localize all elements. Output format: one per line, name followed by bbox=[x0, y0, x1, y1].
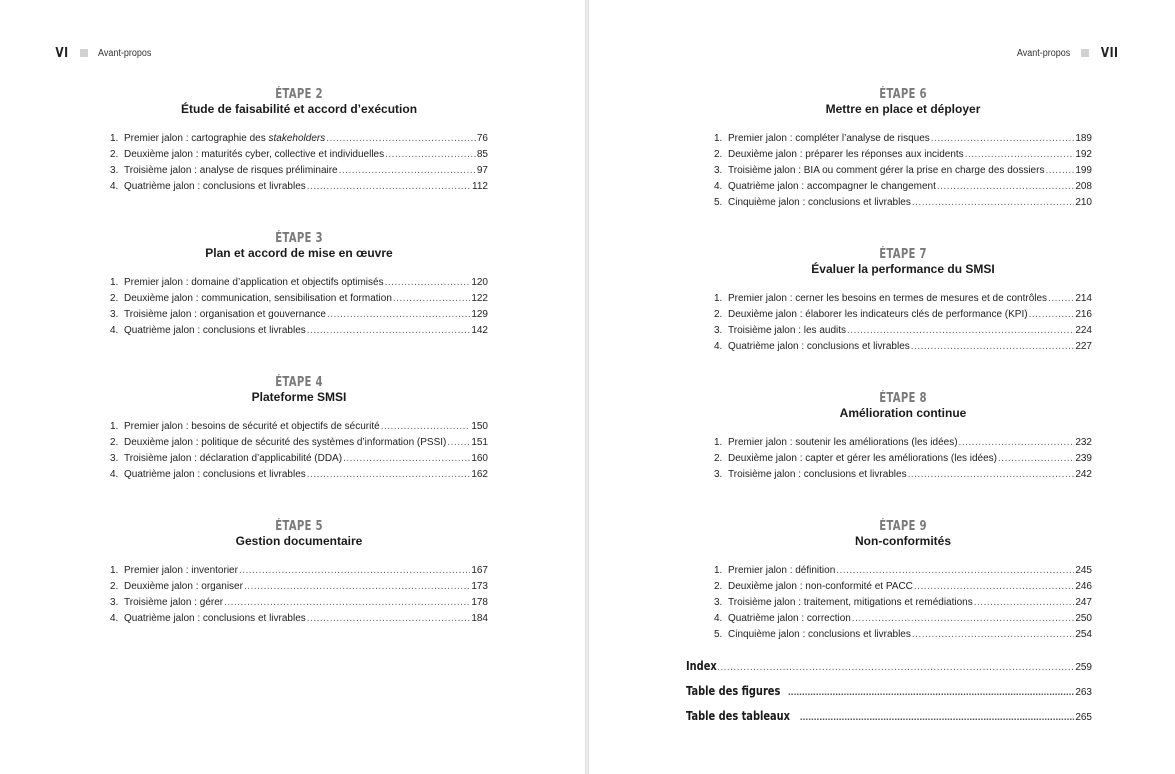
stage-title: Mettre en place et déployer bbox=[825, 102, 981, 116]
header-marker bbox=[1081, 49, 1089, 57]
entry-page: 173 bbox=[471, 581, 488, 592]
entry-page: 214 bbox=[1075, 293, 1092, 304]
entry-page: 129 bbox=[471, 309, 488, 320]
toc-entry[interactable] bbox=[110, 435, 488, 451]
toc-section-etape-6 bbox=[714, 87, 1092, 211]
entry-title: Deuxième jalon : capter et gérer les améliorations (les idées) bbox=[728, 453, 998, 464]
entry-title: Quatrième jalon : conclusions et livrables bbox=[124, 181, 306, 192]
entry-page: 208 bbox=[1075, 181, 1092, 192]
entry-title: Quatrième jalon : conclusions et livrables bbox=[124, 613, 306, 624]
stage-title: Évaluer la performance du SMSI bbox=[811, 262, 995, 276]
entry-title: Cinquième jalon : conclusions et livrables bbox=[728, 197, 911, 208]
dot-leader bbox=[914, 579, 1074, 595]
entry-number: 2. bbox=[110, 437, 119, 448]
dot-leader bbox=[307, 467, 471, 483]
toc-section-etape-2 bbox=[110, 87, 488, 195]
dot-leader bbox=[385, 275, 471, 291]
entry-number: 4. bbox=[110, 613, 119, 624]
entry-number: 2. bbox=[714, 581, 723, 592]
entry-title: Premier jalon : compléter l’analyse de risques bbox=[728, 133, 930, 144]
dot-leader bbox=[800, 705, 1074, 730]
back-matter-label: Table des tableaux bbox=[686, 709, 791, 723]
toc-entry[interactable] bbox=[714, 195, 1092, 211]
entry-title: Troisième jalon : analyse de risques préliminaire bbox=[124, 165, 338, 176]
entry-title: Troisième jalon : organisation et gouvernance bbox=[124, 309, 326, 320]
dot-leader bbox=[307, 179, 471, 195]
entry-page: 151 bbox=[471, 437, 488, 448]
entry-page: 162 bbox=[471, 469, 488, 480]
toc-entry[interactable] bbox=[110, 451, 488, 467]
entry-title: Deuxième jalon : non-conformité et PACC bbox=[728, 581, 913, 592]
toc-entry[interactable] bbox=[110, 611, 488, 627]
entry-title: Cinquième jalon : conclusions et livrables bbox=[728, 629, 911, 640]
entry-title: Premier jalon : besoins de sécurité et objectifs de sécurité bbox=[124, 421, 380, 432]
entry-page: 216 bbox=[1075, 309, 1092, 320]
entry-title: Troisième jalon : conclusions et livrables bbox=[728, 469, 907, 480]
toc-entry[interactable] bbox=[714, 291, 1092, 307]
entry-title: Premier jalon : domaine d’application et objectifs optimisés bbox=[124, 277, 384, 288]
entry-page: 192 bbox=[1075, 149, 1092, 160]
dot-leader bbox=[327, 307, 470, 323]
stage-label: ÉTAPE 8 bbox=[879, 391, 927, 406]
toc-entry[interactable] bbox=[714, 563, 1092, 579]
dot-leader bbox=[393, 291, 470, 307]
toc-entry[interactable] bbox=[110, 307, 488, 323]
stage-title: Amélioration continue bbox=[839, 406, 967, 420]
toc-list bbox=[110, 419, 488, 483]
back-matter-list bbox=[686, 654, 1092, 729]
entry-number: 2. bbox=[714, 149, 723, 160]
entry-page: 76 bbox=[476, 133, 488, 144]
toc-list bbox=[110, 131, 488, 195]
toc-entry[interactable] bbox=[110, 323, 488, 339]
dot-leader bbox=[381, 419, 471, 435]
stage-title: Plan et accord de mise en œuvre bbox=[205, 246, 393, 260]
dot-leader bbox=[239, 563, 470, 579]
entry-page: 178 bbox=[471, 597, 488, 608]
entry-page: 263 bbox=[1075, 687, 1092, 698]
dot-leader bbox=[965, 147, 1075, 163]
entry-page: 189 bbox=[1075, 133, 1092, 144]
entry-number: 3. bbox=[110, 165, 119, 176]
dot-leader bbox=[836, 563, 1074, 579]
toc-entry[interactable] bbox=[714, 627, 1092, 643]
entry-number: 1. bbox=[714, 133, 723, 144]
dot-leader bbox=[307, 323, 471, 339]
entry-title: Premier jalon : inventorier bbox=[124, 565, 238, 576]
toc-entry-table-des-tableaux[interactable] bbox=[686, 704, 1092, 729]
toc-entry-index[interactable] bbox=[686, 654, 1092, 679]
entry-number: 5. bbox=[714, 197, 723, 208]
stage-title: Gestion documentaire bbox=[235, 534, 363, 548]
dot-leader bbox=[1048, 291, 1074, 307]
entry-title: Deuxième jalon : organiser bbox=[124, 581, 243, 592]
entry-number: 3. bbox=[714, 325, 723, 336]
running-title: Avant-propos bbox=[1017, 47, 1071, 59]
toc-entry[interactable] bbox=[714, 435, 1092, 451]
dot-leader bbox=[244, 579, 470, 595]
toc-entry[interactable] bbox=[110, 275, 488, 291]
stage-label: ÉTAPE 4 bbox=[275, 375, 323, 390]
toc-entry[interactable] bbox=[110, 563, 488, 579]
dot-leader bbox=[343, 451, 470, 467]
dot-leader bbox=[959, 435, 1075, 451]
entry-number: 1. bbox=[714, 437, 723, 448]
dot-leader bbox=[307, 611, 471, 627]
entry-page: 259 bbox=[1075, 662, 1092, 673]
entry-number: 2. bbox=[714, 453, 723, 464]
entry-title: Troisième jalon : les audits bbox=[728, 325, 847, 336]
entry-title: Quatrième jalon : conclusions et livrables bbox=[728, 341, 910, 352]
entry-title: Deuxième jalon : maturités cyber, collective et individuelles bbox=[124, 149, 385, 160]
entry-number: 4. bbox=[110, 325, 119, 336]
toc-section-etape-3 bbox=[110, 231, 488, 339]
entry-page: 142 bbox=[471, 325, 488, 336]
stage-label: ÉTAPE 2 bbox=[275, 87, 323, 102]
entry-title: Premier jalon : cartographie des stakeholders bbox=[124, 133, 326, 144]
entry-number: 1. bbox=[714, 565, 723, 576]
entry-number: 4. bbox=[110, 469, 119, 480]
toc-entry[interactable] bbox=[714, 339, 1092, 355]
dot-leader bbox=[710, 655, 1074, 680]
dot-leader bbox=[912, 195, 1074, 211]
toc-entry-table-des-figures[interactable] bbox=[686, 679, 1092, 704]
toc-list bbox=[110, 275, 488, 339]
entry-number: 3. bbox=[110, 453, 119, 464]
dot-leader bbox=[339, 163, 476, 179]
toc-entry[interactable] bbox=[714, 451, 1092, 467]
toc-entry[interactable] bbox=[714, 323, 1092, 339]
right-page bbox=[589, 0, 1175, 774]
entry-number: 4. bbox=[714, 613, 723, 624]
entry-page: 245 bbox=[1075, 565, 1092, 576]
stage-label: ÉTAPE 9 bbox=[879, 519, 927, 534]
dot-leader bbox=[931, 131, 1075, 147]
left-page bbox=[0, 0, 585, 774]
entry-page: 224 bbox=[1075, 325, 1092, 336]
entry-page: 184 bbox=[471, 613, 488, 624]
entry-page: 97 bbox=[476, 165, 488, 176]
dot-leader bbox=[912, 627, 1074, 643]
entry-number: 5. bbox=[714, 629, 723, 640]
entry-title: Deuxième jalon : communication, sensibilisation et formation bbox=[124, 293, 392, 304]
toc-entry[interactable] bbox=[714, 307, 1092, 323]
toc-entry[interactable] bbox=[714, 467, 1092, 483]
dot-leader bbox=[911, 339, 1075, 355]
entry-title: Troisième jalon : BIA ou comment gérer la prise en charge des dossiers bbox=[728, 165, 1045, 176]
entry-page: 199 bbox=[1075, 165, 1092, 176]
toc-entry[interactable] bbox=[714, 179, 1092, 195]
toc-entry[interactable] bbox=[110, 595, 488, 611]
toc-section-etape-4 bbox=[110, 375, 488, 483]
entry-page: 242 bbox=[1075, 469, 1092, 480]
toc-entry[interactable] bbox=[714, 131, 1092, 147]
entry-number: 1. bbox=[110, 421, 119, 432]
entry-page: 227 bbox=[1075, 341, 1092, 352]
entry-number: 1. bbox=[110, 133, 119, 144]
toc-section-etape-8 bbox=[714, 391, 1092, 483]
toc-entry[interactable] bbox=[110, 131, 488, 147]
entry-page: 246 bbox=[1075, 581, 1092, 592]
toc-list bbox=[714, 563, 1092, 643]
entry-page: 85 bbox=[476, 149, 488, 160]
entry-number: 1. bbox=[110, 565, 119, 576]
toc-section-etape-9 bbox=[714, 519, 1092, 643]
entry-title: Quatrième jalon : accompagner le changement bbox=[728, 181, 936, 192]
toc-entry[interactable] bbox=[714, 595, 1092, 611]
dot-leader bbox=[847, 323, 1074, 339]
entry-page: 150 bbox=[471, 421, 488, 432]
toc-list bbox=[110, 563, 488, 627]
back-matter-label: Index bbox=[686, 659, 717, 673]
entry-number: 4. bbox=[110, 181, 119, 192]
toc-entry[interactable] bbox=[714, 163, 1092, 179]
entry-number: 1. bbox=[714, 293, 723, 304]
toc-section-etape-5 bbox=[110, 519, 488, 627]
toc-entry[interactable] bbox=[110, 147, 488, 163]
entry-number: 2. bbox=[110, 581, 119, 592]
dot-leader bbox=[852, 611, 1074, 627]
toc-list bbox=[714, 291, 1092, 355]
entry-page: 247 bbox=[1075, 597, 1092, 608]
toc-list bbox=[714, 435, 1092, 483]
entry-number: 2. bbox=[714, 309, 723, 320]
entry-number: 2. bbox=[110, 149, 119, 160]
entry-page: 239 bbox=[1075, 453, 1092, 464]
entry-title: Quatrième jalon : correction bbox=[728, 613, 851, 624]
entry-title: Quatrième jalon : conclusions et livrables bbox=[124, 469, 306, 480]
entry-page: 254 bbox=[1075, 629, 1092, 640]
entry-title: Deuxième jalon : politique de sécurité des systèmes d’information (PSSI) bbox=[124, 437, 447, 448]
entry-title: Troisième jalon : déclaration d’applicabilité (DDA) bbox=[124, 453, 343, 464]
entry-page: 160 bbox=[471, 453, 488, 464]
entry-page: 210 bbox=[1075, 197, 1092, 208]
entry-title: Premier jalon : cerner les besoins en termes de mesures et de contrôles bbox=[728, 293, 1048, 304]
entry-page: 120 bbox=[471, 277, 488, 288]
dot-leader bbox=[788, 680, 1074, 705]
toc-entry[interactable] bbox=[110, 179, 488, 195]
header-marker bbox=[80, 49, 88, 57]
running-header bbox=[54, 44, 157, 62]
stage-label: ÉTAPE 5 bbox=[275, 519, 323, 534]
toc-list bbox=[714, 131, 1092, 211]
dot-leader bbox=[1029, 307, 1075, 323]
entry-page: 265 bbox=[1075, 712, 1092, 723]
running-title: Avant-propos bbox=[97, 47, 152, 59]
entry-page: 250 bbox=[1075, 613, 1092, 624]
toc-section-etape-7 bbox=[714, 247, 1092, 355]
entry-number: 3. bbox=[110, 597, 119, 608]
toc-entry[interactable] bbox=[110, 163, 488, 179]
entry-number: 2. bbox=[110, 293, 119, 304]
toc-entry[interactable] bbox=[110, 291, 488, 307]
stage-label: ÉTAPE 7 bbox=[879, 247, 927, 262]
entry-title: Deuxième jalon : préparer les réponses aux incidents bbox=[728, 149, 964, 160]
dot-leader bbox=[1045, 163, 1074, 179]
stage-label: ÉTAPE 6 bbox=[879, 87, 927, 102]
entry-page: 112 bbox=[472, 181, 488, 192]
running-header bbox=[1011, 44, 1120, 62]
entry-number: 4. bbox=[714, 181, 723, 192]
entry-number: 4. bbox=[714, 341, 723, 352]
entry-number: 3. bbox=[110, 309, 119, 320]
back-matter-label: Table des figures bbox=[686, 684, 781, 698]
entry-number: 1. bbox=[110, 277, 119, 288]
page-number: VII bbox=[1100, 45, 1119, 61]
entry-page: 122 bbox=[471, 293, 488, 304]
toc-entry[interactable] bbox=[714, 611, 1092, 627]
dot-leader bbox=[447, 435, 470, 451]
entry-number: 3. bbox=[714, 597, 723, 608]
toc-entry[interactable] bbox=[110, 419, 488, 435]
dot-leader bbox=[224, 595, 470, 611]
dot-leader bbox=[326, 131, 476, 147]
stage-title: Plateforme SMSI bbox=[251, 390, 347, 404]
toc-entry[interactable] bbox=[714, 147, 1092, 163]
stage-title: Non-conformités bbox=[855, 534, 951, 548]
entry-number: 3. bbox=[714, 165, 723, 176]
dot-leader bbox=[998, 451, 1074, 467]
dot-leader bbox=[908, 467, 1075, 483]
entry-title: Troisième jalon : gérer bbox=[124, 597, 224, 608]
entry-title: Deuxième jalon : élaborer les indicateurs clés de performance (KPI) bbox=[728, 309, 1028, 320]
toc-entry[interactable] bbox=[714, 579, 1092, 595]
entry-title: Troisième jalon : traitement, mitigations et remédiations bbox=[728, 597, 973, 608]
stage-label: ÉTAPE 3 bbox=[275, 231, 323, 246]
entry-number: 3. bbox=[714, 469, 723, 480]
entry-title: Premier jalon : définition bbox=[728, 565, 836, 576]
dot-leader bbox=[385, 147, 476, 163]
toc-entry[interactable] bbox=[110, 467, 488, 483]
entry-title: Quatrième jalon : conclusions et livrables bbox=[124, 325, 306, 336]
page-number: VI bbox=[55, 45, 69, 61]
dot-leader bbox=[937, 179, 1074, 195]
entry-page: 232 bbox=[1075, 437, 1092, 448]
dot-leader bbox=[974, 595, 1075, 611]
toc-entry[interactable] bbox=[110, 579, 488, 595]
entry-page: 167 bbox=[471, 565, 488, 576]
stage-title: Étude de faisabilité et accord d’exécution bbox=[180, 102, 418, 116]
entry-title: Premier jalon : soutenir les améliorations (les idées) bbox=[728, 437, 958, 448]
